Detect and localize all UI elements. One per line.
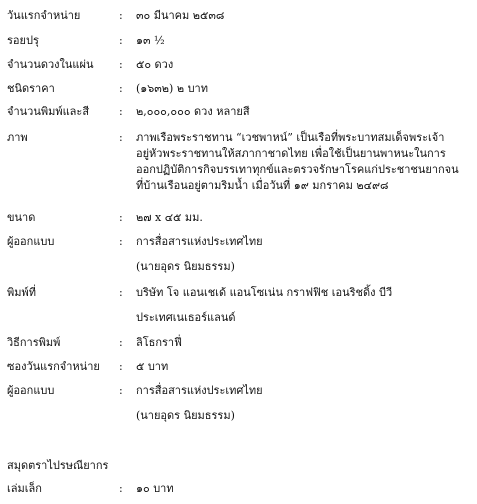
field-label: ผู้ออกแบบ: [7, 235, 55, 248]
value-line: การสื่อสารแห่งประเทศไทย: [136, 235, 263, 248]
value-line: บริษัท โจ แอนเชเด้ แอนโซเน่น กราฟฟิช เอนริชดิ้ง บีวี: [136, 286, 393, 299]
field-separator: :: [119, 82, 123, 95]
field-separator: :: [119, 34, 123, 47]
field-value: [136, 234, 472, 275]
field-separator: :: [119, 286, 123, 299]
field-label: จำนวนพิมพ์และสี: [7, 105, 90, 118]
field-label: ผู้ออกแบบ: [7, 384, 55, 397]
field-label: เล่มเล็ก: [7, 482, 42, 495]
value-line: ๓๐ มีนาคม ๒๕๓๘: [136, 9, 225, 22]
field-value: [136, 285, 472, 326]
field-value: [136, 359, 472, 375]
value-line: (นายอุดร นิยมธรรม): [136, 409, 235, 422]
value-line: ภาพเรือพระราชทาน “เวชพาหน์” เป็นเรือที่พระบาทสมเด็จพระเจ้า: [136, 131, 445, 144]
field-separator: :: [119, 105, 123, 118]
field-separator: :: [119, 482, 123, 495]
field-value: [136, 8, 472, 24]
field-label: จำนวนดวงในแผ่น: [7, 58, 94, 71]
field-separator: :: [119, 58, 123, 71]
field-separator: :: [119, 384, 123, 397]
field-value: [136, 210, 472, 226]
value-line: ๕๐ ดวง: [136, 58, 174, 71]
field-separator: :: [119, 211, 123, 224]
field-label: ขนาด: [7, 211, 36, 224]
field-separator: :: [119, 235, 123, 248]
field-separator: :: [119, 360, 123, 373]
field-label: พิมพ์ที่: [7, 286, 37, 299]
field-separator: :: [119, 336, 123, 349]
field-separator: :: [119, 9, 123, 22]
field-value: [136, 481, 472, 497]
field-value: [136, 104, 472, 120]
value-line: ๑๐ บาท: [136, 482, 174, 495]
field-value: [136, 33, 472, 49]
value-line: ๕ บาท: [136, 360, 169, 373]
field-label: ภาพ: [7, 131, 28, 144]
value-line: (นายอุดร นิยมธรรม): [136, 260, 235, 273]
field-label: วิธีการพิมพ์: [7, 336, 61, 349]
field-value: [136, 57, 472, 73]
field-label: รอยปรุ: [7, 34, 39, 47]
value-line: ออกปฏิบัติการกิจบรรเทาทุกข์และตรวจรักษาโรคแก่ประชาชนยากจน: [136, 163, 459, 176]
value-line: ลิโธกราฟี่: [136, 336, 182, 349]
field-separator: :: [119, 131, 123, 144]
field-label: วันแรกจำหน่าย: [7, 9, 81, 22]
field-value: [136, 130, 472, 194]
value-line: การสื่อสารแห่งประเทศไทย: [136, 384, 263, 397]
field-label: ซองวันแรกจำหน่าย: [7, 360, 100, 373]
value-line: ที่บ้านเรือนอยู่ตามริมน้ำ เมื่อวันที่ ๑๙ มกราคม ๒๔๙๘: [136, 179, 389, 192]
value-line: ๒,๐๐๐,๐๐๐ ดวง หลายสี: [136, 105, 250, 118]
field-value: [136, 335, 472, 351]
value-line: (๑๖๓๒) ๒ บาท: [136, 82, 208, 95]
value-line: ประเทศเนเธอร์แลนด์: [136, 311, 236, 324]
field-value: [136, 383, 472, 424]
value-line: ๒๗ x ๔๕ มม.: [136, 211, 203, 224]
field-label: สมุดตราไปรษณียากร: [7, 459, 109, 472]
field-label: ชนิดราคา: [7, 82, 55, 95]
field-value: [136, 81, 472, 97]
value-line: ๑๓ ½: [136, 34, 165, 47]
value-line: อยู่หัวพระราชทานให้สภากาชาดไทย เพื่อใช้เป็นยานพาหนะในการ: [136, 147, 446, 160]
